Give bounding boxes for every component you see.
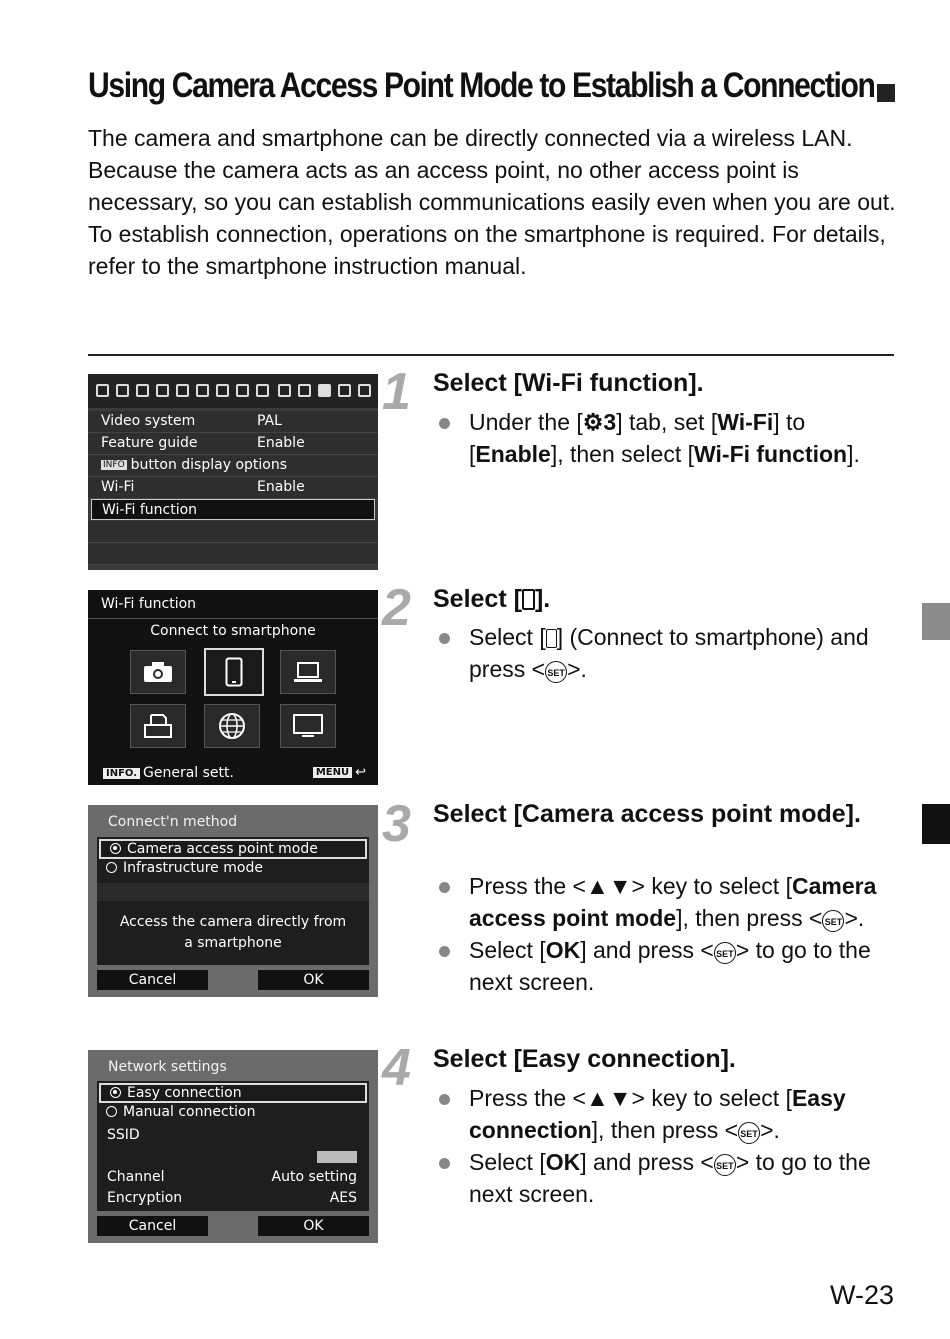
page-number: W-23 xyxy=(829,1280,894,1310)
instruction-bullet: Select [OK] and press < SET> to go to the next screen. xyxy=(437,1146,897,1210)
radio-selected-icon xyxy=(110,1087,121,1098)
shooting-tab-icon xyxy=(96,384,109,397)
header-divider xyxy=(88,618,378,619)
up-down-key-icon: ▲▼ xyxy=(585,1085,632,1111)
menu-back-hint xyxy=(313,765,366,780)
setup-tab-icon xyxy=(298,384,311,397)
option-camera-access-point: Camera access point mode xyxy=(99,839,367,859)
shooting-tab-icon xyxy=(176,384,189,397)
screen-header: Wi-Fi function xyxy=(101,596,197,612)
shooting-tab-icon xyxy=(156,384,169,397)
instruction-bullet: Select [OK] and press < SET> to go to the next screen. xyxy=(437,934,897,998)
general-settings-hint: INFO. General sett. xyxy=(103,765,234,781)
step-number: 3 xyxy=(382,795,411,853)
option-empty xyxy=(97,883,369,901)
option-manual-connection: Manual connection xyxy=(97,1104,369,1124)
wifi-function-screenshot xyxy=(88,590,378,785)
return-icon: ↩ xyxy=(355,765,366,780)
menu-button-icon: MENU xyxy=(313,767,352,778)
shooting-tab-icon xyxy=(196,384,209,397)
playback-tab-icon xyxy=(256,384,269,397)
setup-tab-icon: ⚙ xyxy=(582,409,604,435)
menu-row-wifi-function: Wi-Fi function xyxy=(91,499,375,520)
cancel-button: Cancel xyxy=(97,1216,208,1236)
options-panel xyxy=(97,1081,369,1211)
button-row xyxy=(88,1216,378,1238)
ssid-value-blurred xyxy=(317,1151,357,1163)
setup-tab-icon xyxy=(338,384,351,397)
step-title: Select [ ]. xyxy=(433,585,551,613)
step-instructions xyxy=(437,870,897,998)
intro-paragraph-1: The camera and smartphone can be directly connected via a wireless LAN. xyxy=(88,125,853,151)
radio-icon xyxy=(106,1106,117,1117)
setup-tab-icon xyxy=(278,384,291,397)
menu-row-wifi: Wi-Fi Enable xyxy=(88,477,378,499)
set-button-icon: SET xyxy=(545,661,567,683)
smartphone-icon xyxy=(522,589,535,610)
shooting-tab-icon xyxy=(116,384,129,397)
set-button-icon: SET xyxy=(822,910,844,932)
chapter-tab-grey xyxy=(922,603,950,640)
channel-row: Channel Auto setting xyxy=(107,1169,357,1185)
step-title: Select [Wi-Fi function]. xyxy=(433,369,704,397)
title-marker xyxy=(877,84,895,102)
playback-tab-icon xyxy=(216,384,229,397)
computer-icon xyxy=(280,650,336,694)
info-button-icon: INFO. xyxy=(103,768,140,779)
options-panel xyxy=(97,837,369,965)
setup-tab-3-icon xyxy=(318,384,331,397)
ok-button: OK xyxy=(258,970,369,990)
instruction-bullet: Under the [⚙3] tab, set [Wi-Fi] to [Enable], then select [Wi-Fi function]. xyxy=(437,406,897,470)
step-number: 2 xyxy=(382,579,411,637)
menu-row-empty xyxy=(88,521,378,543)
mode-description: Access the camera directly from a smartphone xyxy=(119,914,347,951)
cancel-button: Cancel xyxy=(97,970,208,990)
menu-tab-bar xyxy=(88,374,378,408)
shooting-tab-icon xyxy=(136,384,149,397)
instruction-bullet: Select [ ] (Connect to smartphone) and press < SET>. xyxy=(437,621,897,685)
set-button-icon: SET xyxy=(738,1122,760,1144)
menu-row-video-system: Video system PAL xyxy=(88,411,378,433)
camera-icon xyxy=(130,650,186,694)
menu-row-feature-guide: Feature guide Enable xyxy=(88,433,378,455)
screen-header: Network settings xyxy=(108,1059,227,1075)
screen-header: Connect'n method xyxy=(108,814,238,830)
web-service-icon xyxy=(204,704,260,748)
set-button-icon: SET xyxy=(714,942,736,964)
menu-row-info-button: INFO button display options xyxy=(88,455,378,477)
menu-screenshot xyxy=(88,374,378,570)
step-instructions xyxy=(437,406,897,470)
step-title: Select [Easy connection]. xyxy=(433,1045,736,1073)
encryption-row: Encryption AES xyxy=(107,1190,357,1206)
divider xyxy=(88,354,894,356)
chapter-tab-black xyxy=(922,804,950,844)
intro-text xyxy=(88,122,903,282)
menu-row-empty xyxy=(88,543,378,565)
step-number: 1 xyxy=(382,363,411,421)
up-down-key-icon: ▲▼ xyxy=(585,873,632,899)
instruction-bullet: Press the <▲▼> key to select [Easy connection], then press < SET>. xyxy=(437,1082,897,1146)
smartphone-icon xyxy=(546,629,557,648)
step-title: Select [Camera access point mode]. xyxy=(433,800,861,828)
smartphone-icon xyxy=(204,648,264,696)
playback-tab-icon xyxy=(236,384,249,397)
button-row xyxy=(88,970,378,992)
radio-selected-icon xyxy=(110,843,121,854)
my-menu-star-icon xyxy=(358,384,371,397)
ssid-row: SSID xyxy=(107,1127,140,1143)
ok-button: OK xyxy=(258,1216,369,1236)
radio-icon xyxy=(106,862,117,873)
intro-paragraph-2: Because the camera acts as an access point, no other access point is necessary, so you can establish communications easily even when you are out. xyxy=(88,157,896,215)
page-title: Using Camera Access Point Mode to Establish a Connection xyxy=(88,66,875,105)
network-settings-screenshot xyxy=(88,1050,378,1243)
option-easy-connection: Easy connection xyxy=(99,1083,367,1103)
screen-subtitle: Connect to smartphone xyxy=(150,623,316,639)
info-button-icon: INFO xyxy=(103,460,125,470)
step-instructions xyxy=(437,621,897,685)
instruction-bullet: Press the <▲▼> key to select [Camera access point mode], then press < SET>. xyxy=(437,870,897,934)
printer-icon xyxy=(130,704,186,748)
intro-paragraph-3: To establish connection, operations on the smartphone is required. For details, refer to the smartphone instruction manual. xyxy=(88,221,886,279)
option-infrastructure: Infrastructure mode xyxy=(97,860,369,880)
tv-icon xyxy=(280,704,336,748)
connection-method-screenshot xyxy=(88,805,378,997)
set-button-icon: SET xyxy=(714,1154,736,1176)
step-instructions xyxy=(437,1082,897,1210)
step-number: 4 xyxy=(382,1039,411,1097)
